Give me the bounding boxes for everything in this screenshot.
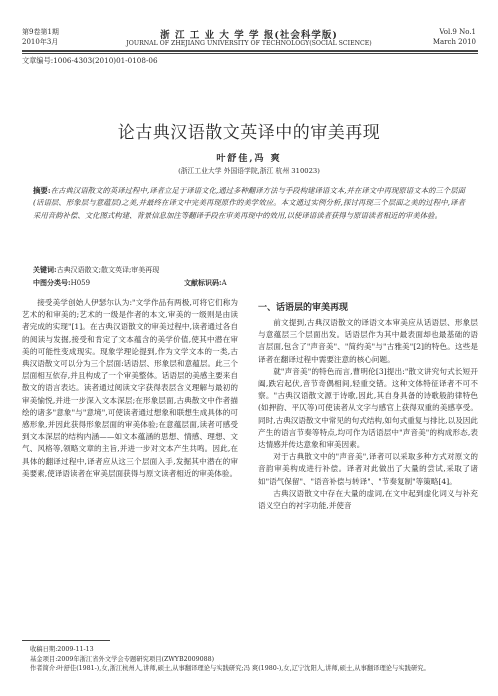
- clc-text: H059: [70, 279, 91, 287]
- paragraph: 古典汉语散文中存在大量的虚词,在文中起到虚化词义与补充语义空白的衬字功能,并使音: [258, 488, 478, 511]
- received-date: 收稿日期:2009-11-13: [30, 646, 94, 653]
- keywords-text: 古典汉语散文;散文英译;审美再现: [56, 266, 160, 274]
- paragraph: 对于古典散文中的"声音美",译者可以采取多种方式对原文的音韵审美构成进行补偿。译者对此做出了大量的尝试,采取了诸如"语气保留"、"语音补偿与转译"、"节奏复制"等策略[4]。: [258, 452, 478, 486]
- date-en: March 2010: [432, 38, 476, 46]
- keywords: [33, 264, 159, 277]
- author-bio: 作者简介:叶舒佳(1981-),女,浙江杭州人,讲师,硕士,从事翻译理论与实践研究;冯 爽(1980-),女,辽宁沈阳人,讲师,硕士,从事翻译理论与实践研究。: [30, 665, 430, 672]
- left-column: [22, 297, 238, 480]
- authors: 叶舒佳,冯 爽: [216, 154, 282, 164]
- abstract: [33, 185, 465, 222]
- footnotes: [30, 645, 476, 674]
- header-rule-thin: [22, 53, 478, 54]
- journal-title-cn: 浙 江 工 业 大 学 学 报(社会科学版): [160, 30, 338, 41]
- document-code: [184, 277, 227, 290]
- clc-label: 中图分类号:: [33, 278, 71, 287]
- paragraph: 接受美学创始人伊瑟尔认为:"文学作品有两极,可将它们称为艺术的和审美的;艺术的一级是作者的本文,审美的一级则是由读者完成的实现"[1]。在古典汉语散文的审美过程中,读者通过各自的阅读与发掘,接受和肯定了文本蕴含的美学价值,使其中潜在审美的可能性变成现实。现象学理论提到,作为文学文本的一类,古典汉语散文可以分为三个层面:话语层、形象层和意蕴层。此三个层面相互依存,并且构成了一个审美整体。话语层的美感主要来自散文的语言表达。读者通过阅读文字获得表层含义理解与最初的审美愉悦,并进一步深入文本深层;在形象层面,古典散文中作者描绘的诸多"意象"与"意境",可使读者通过想象和联想生成具体的可感形象,并因此获得形象层面的审美体验;在意蕴层面,读者可感受到文本深层的结构内涵——如文本蕴涵的思想、情感、理想、文气、风格等,领略文章的主旨,并进一步对文本产生共鸣。因此,在具体的翻译过程中,译者应从这三个层面入手,发掘其中潜在的审美要素,使译语读者在审美层面获得与原文读者相近的审美体验。: [22, 298, 238, 478]
- article-number: 文章编号:1006-4303(2010)01-0108-06: [22, 56, 158, 65]
- journal-title-en: JOURNAL OF ZHEJIANG UNIVERSITY OF TECHNOLOGY(SOCIAL SCIENCE): [126, 40, 372, 47]
- footnote-rule: [22, 640, 110, 641]
- paragraph: 就"声音美"的特色而言,曹明伦[3]提出:"散文讲究句式长短开阖,跌宕起伏,音节奇偶相间,轻重交错。这种文体特征译者不可不察。"古典汉语散文源于诗歌,因此,其自身具备的诗歌般韵律特色(如押韵、平仄等)可使读者从文字与感官上获得双重的美感享受。同时,古典汉语散文中常见的句式结构,如句式重复与排比,以及因此产生的语言节奏等特点,均可作为话语层中"声音美"的构成形态,表达情感并传达意象和审美因素。: [258, 366, 478, 450]
- doc-code-text: A: [221, 279, 227, 287]
- doc-code-label: 文献标识码:: [184, 278, 222, 287]
- abstract-text: 在古典汉语散文的英译过程中,译者立足于译语文化,通过多种翻译方法与手段构建译语文本,并在译文中再现原语文本的三个层面(话语层、形象层与意蕴层)之美,并最终在译文中完美再现原作的美学效应。本文通过实例分析,探讨再现三个层面之美的过程中,译者采用音韵补偿、文化图式构建、背景信息加注等翻译手段在审美再现中的效用,以使译语读者获得与原语读者相近的审美体验。: [33, 186, 465, 220]
- abstract-label: 摘要:: [33, 186, 51, 195]
- article-title: 论古典汉语散文英译中的审美再现: [117, 123, 381, 143]
- volume-issue-en: Vol.9 No.1: [439, 28, 476, 36]
- header-rule-thick: [22, 50, 478, 52]
- section-heading-1: 一、话语层的审美再现: [258, 303, 349, 313]
- date-cn: 2010年3月: [22, 38, 59, 46]
- keywords-label: 关键词:: [33, 265, 57, 274]
- paragraph: 前文提到,古典汉语散文的译语文本审美应从话语层、形象层与意蕴层三个层面出发。话语层作为其中最表面却也最基础的语言层面,包含了"声音美"、"简约美"与"古雅美"[2]的特色。这些是译者在翻译过程中需要注意的核心问题。: [258, 318, 478, 364]
- volume-issue-cn: 第9卷第1期: [22, 28, 59, 36]
- clc-number: [33, 277, 90, 290]
- affiliation: (浙江工业大学 外国语学院,浙江 杭州 310023): [178, 167, 320, 175]
- fund-info: 基金项目:2009年浙江省外文学会专题研究项目(ZWYB2009088): [30, 655, 215, 663]
- right-column: [258, 317, 478, 512]
